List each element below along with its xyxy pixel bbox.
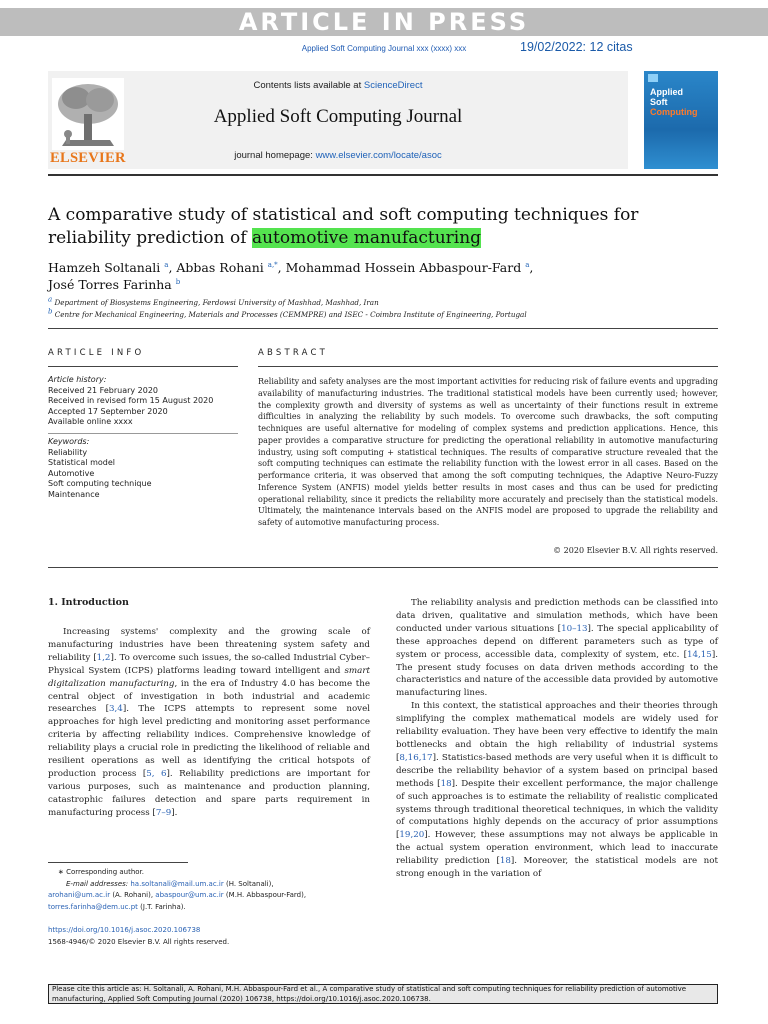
article-info-heading: ARTICLE INFO — [48, 348, 145, 358]
email-link[interactable]: abaspour@um.ac.ir — [155, 891, 224, 899]
cover-line-2: Soft — [650, 97, 668, 107]
doi-block: https://doi.org/10.1016/j.asoc.2020.106738 1568-4946/© 2020 Elsevier B.V. All rights reserved. — [48, 925, 370, 948]
publisher-name: ELSEVIER — [50, 150, 126, 166]
homepage-link[interactable]: www.elsevier.com/locate/asoc — [315, 150, 442, 161]
journal-reference[interactable]: Applied Soft Computing Journal xxx (xxxx) xxx — [301, 44, 467, 53]
affiliations — [48, 297, 718, 321]
ref-link[interactable]: 8,16,17 — [399, 752, 433, 763]
ref-link[interactable]: 7–9 — [155, 807, 172, 818]
journal-cover-thumbnail — [644, 71, 718, 169]
affiliation-b: $^b$ Centre for Mechanical Engineering, Materials and Processes (CEMMPRE) and ISEC - Coimbra Institute of Engineering, Portugal — [48, 307, 527, 319]
title-rule — [48, 328, 718, 329]
journal-title: Applied Soft Computing Journal — [213, 106, 463, 127]
keywords: Keywords: Reliability Statistical model Automotive Soft computing technique Maintenance — [48, 437, 152, 499]
abstract-copyright: © 2020 Elsevier B.V. All rights reserved. — [553, 546, 718, 555]
email-link[interactable]: torres.farinha@dem.uc.pt — [48, 902, 138, 911]
article-in-press-banner: ARTICLE IN PRESS — [0, 8, 768, 36]
ref-link[interactable]: 19,20 — [399, 830, 425, 841]
intro-left-column: Increasing systems' complexity and the growing scale of manufacturing industries have been threatening system safety and reliability [1,2]. To overcome such issues, the so-called Industrial Cyber–Physical System (ICPS) platforms leading toward intelligent and smart digitalization manufacturing, in the era of Industry 4.0 has become the central object of investigation in both industrial and academic researches [3,4]. The ICPS attempts to represent some novel approaches for high level predicting and monitoring asset performance criteria by affecting reliability indices. Comprehensive knowledge of reliability plays a crucial role in predicting the likelihood of reliable and resilient operations as well as identifying the critical hotspots of production process [5, 6]. Reliability predictions are important for various purposes, such as maintenance and production planning, catastrophic failures detection and spare parts requirement in manufacturing process [7–9]. — [48, 627, 371, 818]
citation-box: Please cite this article as: H. Soltanali, A. Rohani, M.H. Abbaspour-Fard et al., A comparative study of statistical and soft computing techniques for reliability prediction of automotive manufacturing, Applied Soft Computing Journal (2020) 106738, https://doi.org/10.1016/j.asoc.2020.106738. — [48, 984, 718, 1004]
title-highlight: automotive manufacturing — [251, 228, 482, 248]
ref-link[interactable]: 14,15 — [686, 649, 712, 660]
abstract-heading: ABSTRACT — [258, 348, 329, 358]
ref-link[interactable]: 10–13 — [561, 623, 588, 634]
sciencedirect-link[interactable]: ScienceDirect — [363, 80, 423, 91]
ref-link[interactable]: 3,4 — [109, 704, 123, 715]
article-history: Article history: Received 21 February 2020 Received in revised form 15 August 2020 Accepted 17 September 2020 Available online xxxx — [48, 375, 214, 426]
author-name: Hamzeh Soltanali — [48, 260, 161, 275]
ref-link[interactable]: 1,2 — [96, 652, 111, 663]
ref-link[interactable]: 18 — [499, 856, 511, 867]
article-title: A comparative study of statistical and soft computing techniques for reliability prediction of automotive manufacturing — [48, 205, 639, 248]
footnote: ∗ Corresponding author. E-mail addresses: ha.soltanali@mail.um.ac.ir (H. Soltanali), arohani@um.ac.ir (A. Rohani), abaspour@um.ac.ir (M.H. Abbaspour-Fard), torres.farinha@dem.uc.pt (J.T. Farinha). — [48, 868, 307, 911]
email-link[interactable]: ha.soltanali@mail.um.ac.ir — [130, 879, 224, 888]
cover-line-3: Computing — [650, 107, 698, 117]
ref-link[interactable]: 5, 6 — [146, 768, 167, 779]
author-name: Abbas Rohani — [176, 260, 264, 275]
author-list: Hamzeh Soltanali $^a$, Abbas Rohani $^{a,*}$, Mohammad Hossein Abbaspour-Fard $^a$, José Torres Farinha $^b$ — [48, 260, 534, 292]
abstract-rule — [258, 366, 718, 367]
doi-link[interactable]: https://doi.org/10.1016/j.asoc.2020.106738 — [48, 926, 201, 934]
abstract-text: Reliability and safety analyses are the most important activities for reducing risk of failure events and upgrading availability of manufacturing industries. The traditional statistical models have been currently used; however, the complexity growth and diversity of systems as well as uncertainty of their functions result in extreme difficulties in analyzing the reliability by such models. To overcome such drawbacks, the soft computing techniques are useful alternative for modeling of complex systems and prediction applications. Hence, this paper provides a comparative structure for predicting the operational reliability in automotive manufacturing industry, using soft computing + statistical techniques. The results of comparative structure revealed that the soft computing techniques can estimate the reliability function with the lowest error in all cases. Based on the performance criteria, it was observed that among the soft computing techniques, the Adaptive Neuro-Fuzzy Inference System (ANFIS) model yields better results in most cases and thus can be used for predicting operational reliability, since it predicts the reliability more accurately and precisely than the statistical models. Ultimately, the maintenance intervals based on the ANFIS model are proposed to upgrade the reliability and safety of automotive manufacturing process. — [258, 377, 718, 527]
author-name: Mohammad Hossein Abbaspour-Fard — [285, 260, 522, 275]
cover-line-1: Applied — [650, 87, 683, 97]
citation-stamp: 19/02/2022: 12 citas — [520, 40, 633, 54]
abstract-bottom-rule — [48, 567, 718, 568]
keywords-rule — [48, 433, 238, 434]
info-rule — [48, 366, 238, 367]
affiliation-a: $^a$ Department of Biosystems Engineering, Ferdowsi University of Mashhad, Mashhad, Iran — [48, 295, 379, 307]
journal-homepage: journal homepage: www.elsevier.com/locate/asoc — [234, 150, 442, 161]
footnote-rule — [48, 862, 188, 863]
email-link[interactable]: arohani@um.ac.ir — [48, 891, 111, 899]
header-rule — [48, 174, 718, 176]
intro-right-column: The reliability analysis and prediction methods can be classified into data driven, qualitative and simulation methods, which have been conducted under various situations [10–13]. The special applicability of these approaches depend on different parameters such as type of system or process, accessible data, complexity of system, etc. [14,15]. The present study focuses on data driven methods according to the characteristics and nature of the accessible data provided by automotive manufacturing lines. In this context, the statistical approaches and their theories through simplifying the complex mathematical models are widely used for reliability evaluation. They have been very effective to identify the main bottlenecks and obtain the high reliability of industrial systems [8,16,17]. Statistics-based methods are very useful when it is difficult to describe the reliability behavior of a system based on principal based methods [18]. Despite their excellent performance, the major challenge of such approaches is to estimate the reliability of realistic complicated systems through traditional theoretical techniques, in which the validity of computations highly depends on the accuracy of prior assumptions [19,20]. However, these assumptions may not always be applicable in the actual system operation environment, which lead to inaccurate reliability prediction [18]. Moreover, the statistical models are not strong enough in the variation of — [396, 598, 718, 880]
section-heading: 1. Introduction — [48, 597, 129, 608]
author-name: José Torres Farinha — [48, 277, 172, 292]
contents-line: Contents lists available at ScienceDirect — [253, 80, 423, 91]
ref-link[interactable]: 18 — [440, 778, 452, 789]
